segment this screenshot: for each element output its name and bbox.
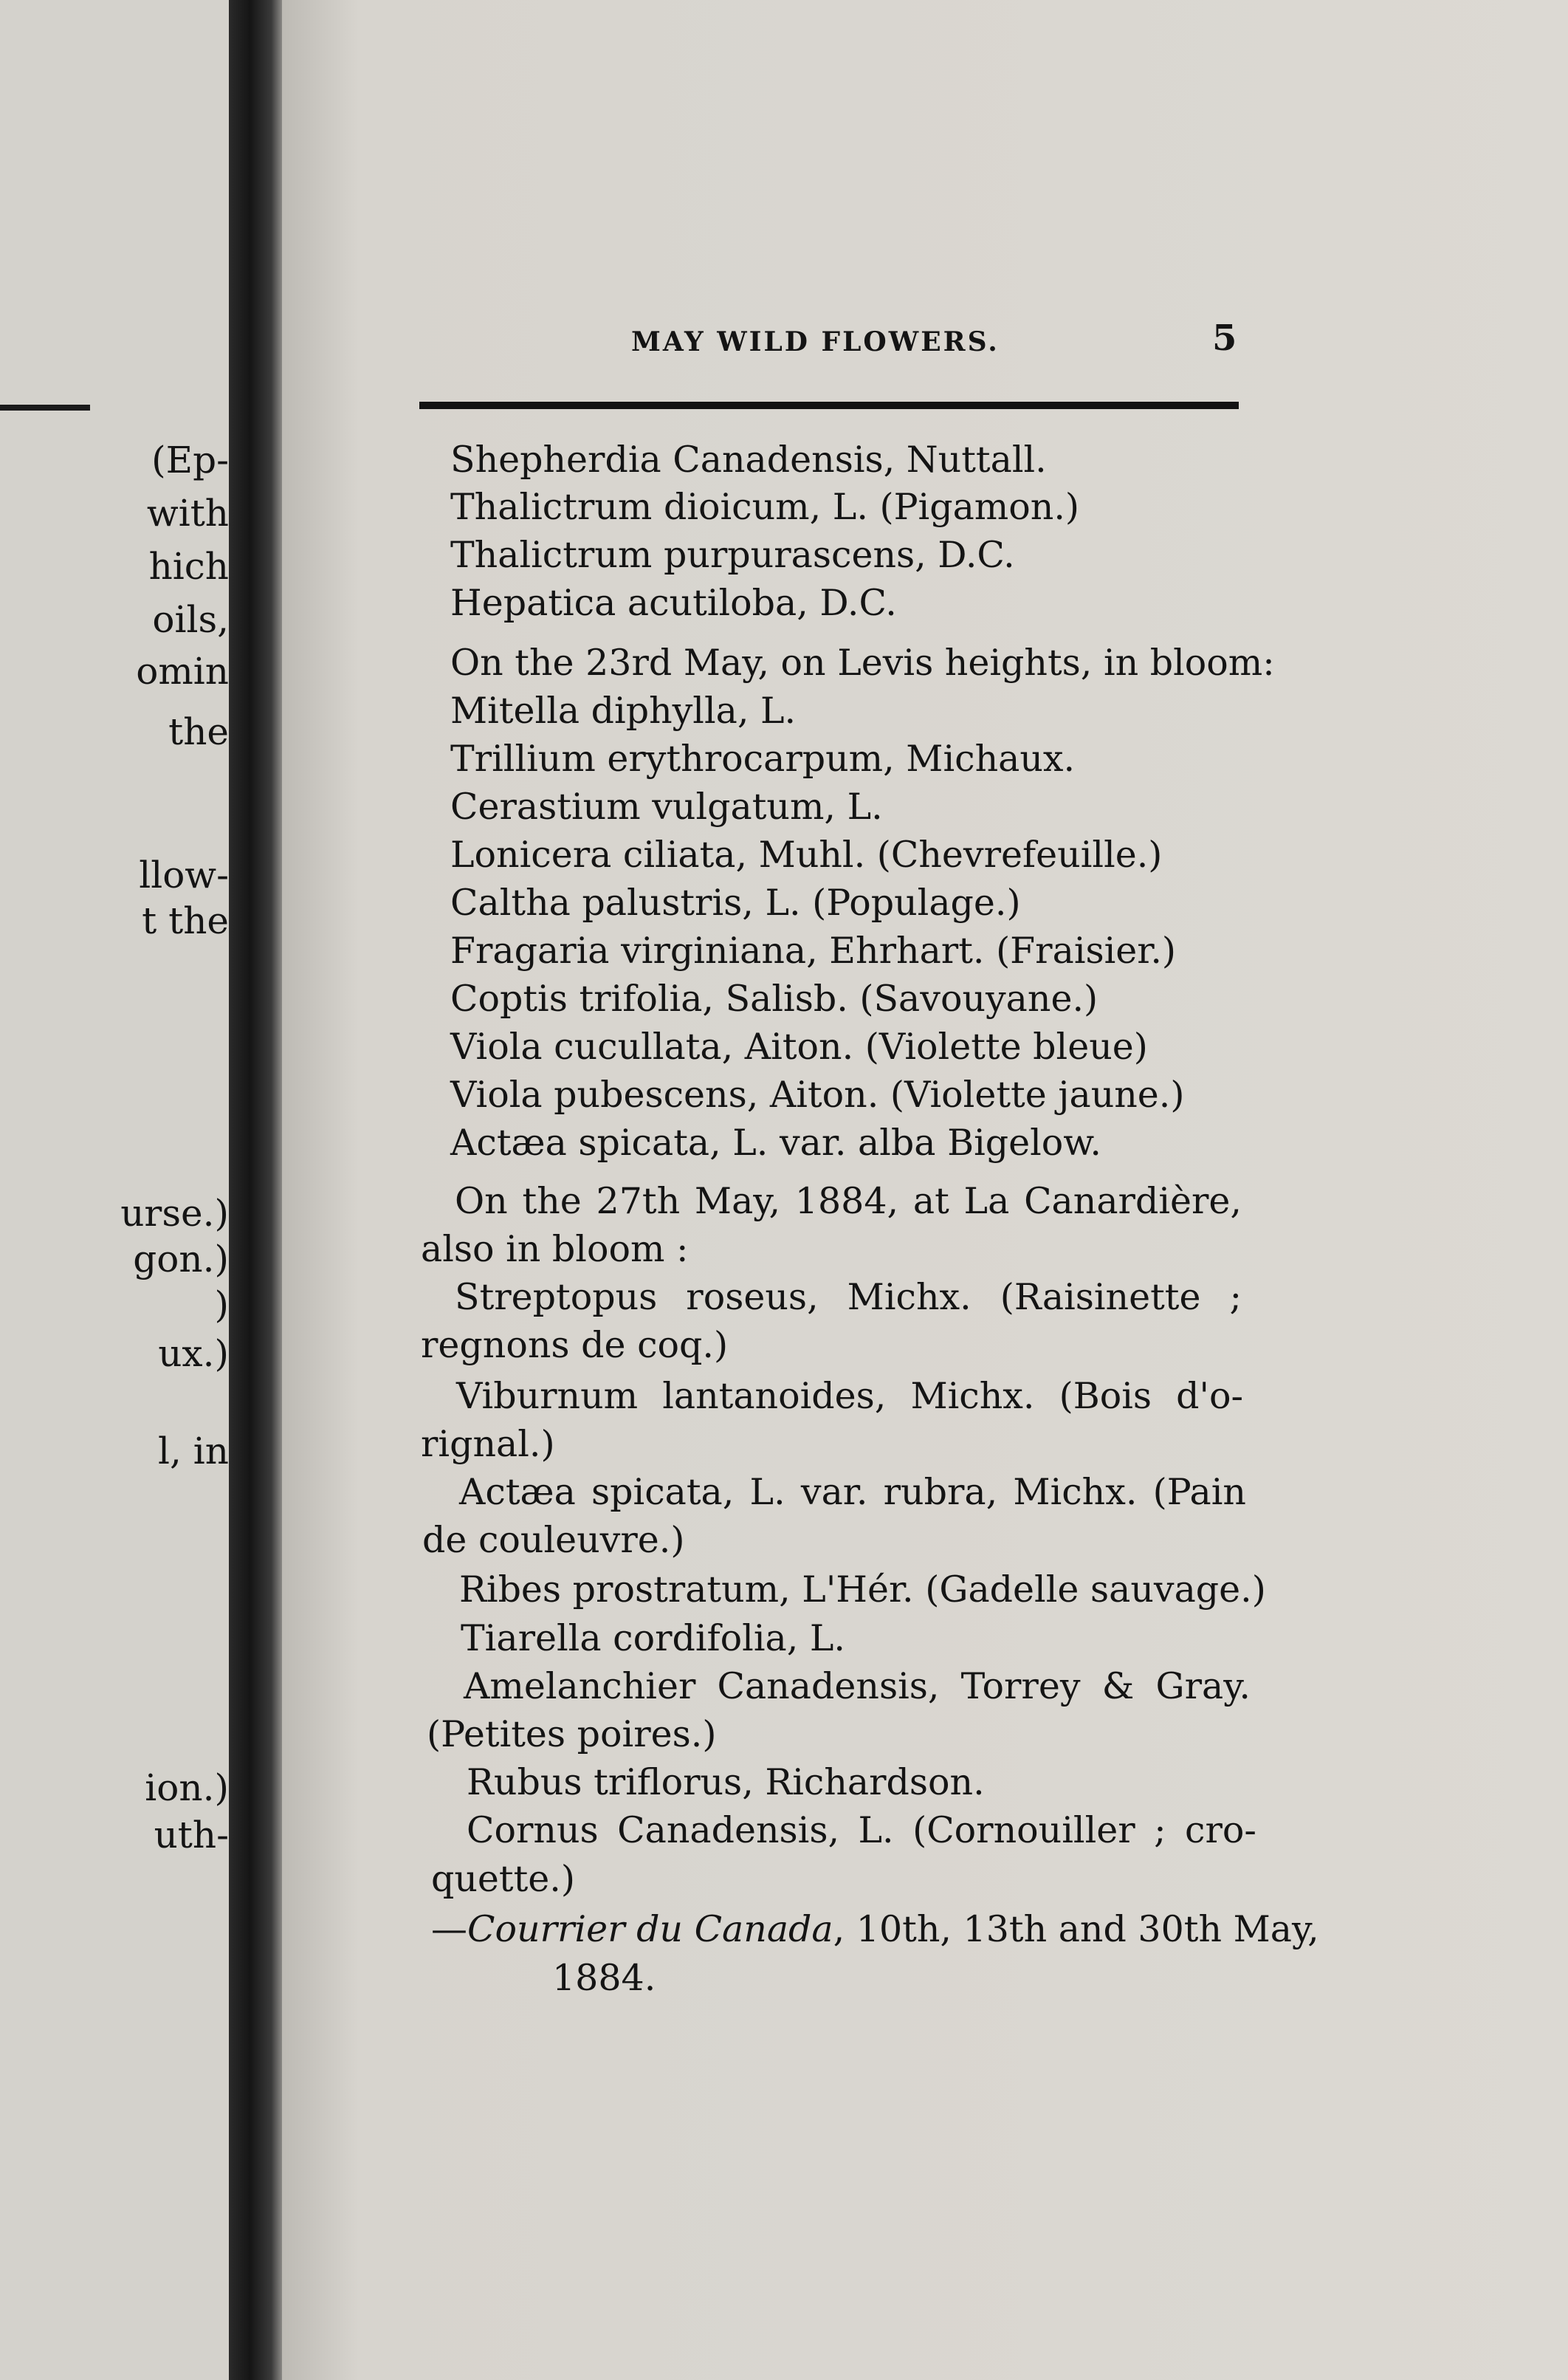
text-line: Cerastium vulgatum, L. [450, 786, 883, 828]
citation-source: Courrier du Canada [467, 1908, 833, 1950]
citation-dash: — [431, 1908, 467, 1950]
left-text-fragment: gon.) [133, 1238, 229, 1280]
left-text-fragment: oils, [152, 598, 229, 641]
text-line: Mitella diphylla, L. [450, 690, 797, 732]
citation-line [431, 1908, 1319, 1950]
text-line: Actæa spicata, L. var. rubra, Michx. (Pain [459, 1471, 1246, 1513]
text-line: Rubus triflorus, Richardson. [467, 1761, 985, 1803]
text-line: Tiarella cordifolia, L. [461, 1617, 845, 1659]
left-text-fragment: the [168, 710, 229, 753]
text-line: Shepherdia Canadensis, Nuttall. [450, 439, 1047, 481]
text-line: rignal.) [421, 1423, 555, 1465]
text-line: On the 27th May, 1884, at La Canardière, [455, 1180, 1242, 1222]
left-text-fragment: urse.) [120, 1192, 229, 1235]
text-line: Hepatica acutiloba, D.C. [450, 582, 897, 624]
text-line: also in bloom : [421, 1228, 689, 1270]
left-text-fragment: ion.) [145, 1766, 229, 1809]
text-line: Viburnum lantanoides, Michx. (Bois d'o- [456, 1375, 1243, 1417]
text-line: quette.) [431, 1858, 575, 1900]
text-line: Coptis trifolia, Salisb. (Savouyane.) [450, 978, 1098, 1020]
left-text-fragment: omin [136, 650, 229, 693]
left-text-fragment: llow- [139, 854, 229, 896]
left-text-fragment: (Ep- [151, 439, 229, 481]
text-line: Trillium erythrocarpum, Michaux. [450, 738, 1076, 780]
left-text-fragment: t the [142, 899, 229, 942]
text-line: (Petites poires.) [427, 1713, 717, 1755]
text-line: Thalictrum purpurascens, D.C. [450, 534, 1015, 576]
text-line: regnons de coq.) [421, 1324, 729, 1366]
left-page-rule [0, 405, 90, 411]
text-line: Viola cucullata, Aiton. (Violette bleue) [450, 1026, 1148, 1068]
left-text-fragment: ) [214, 1283, 229, 1326]
left-text-fragment: uth- [154, 1814, 229, 1856]
left-text-fragment: with [146, 492, 229, 535]
text-line: Thalictrum dioicum, L. (Pigamon.) [450, 486, 1080, 528]
citation-dates: , 10th, 13th and 30th May, [833, 1908, 1319, 1950]
page-number: 5 [1212, 318, 1237, 359]
text-line: On the 23rd May, on Levis heights, in bloom: [450, 642, 1275, 684]
header-rule [419, 402, 1239, 409]
book-gutter [229, 0, 282, 2380]
text-line: Caltha palustris, L. (Populage.) [450, 882, 1021, 924]
left-page-fragment [0, 0, 229, 2380]
running-header: MAY WILD FLOWERS. [631, 326, 1000, 357]
citation-year: 1884. [552, 1957, 656, 1999]
text-line: Fragaria virginiana, Ehrhart. (Fraisier.) [450, 930, 1177, 972]
text-line: Ribes prostratum, L'Hér. (Gadelle sauvage.) [459, 1568, 1266, 1611]
left-text-fragment: hich [148, 545, 229, 588]
text-line: Amelanchier Canadensis, Torrey & Gray. [464, 1665, 1251, 1707]
left-text-fragment: ux.) [158, 1332, 229, 1375]
text-line: Actæa spicata, L. var. alba Bigelow. [450, 1122, 1101, 1164]
text-line: Streptopus roseus, Michx. (Raisinette ; [455, 1276, 1242, 1318]
text-line: Viola pubescens, Aiton. (Violette jaune.) [450, 1074, 1185, 1116]
text-line: Lonicera ciliata, Muhl. (Chevrefeuille.) [450, 834, 1163, 876]
text-line: de couleuvre.) [422, 1519, 685, 1561]
text-line: Cornus Canadensis, L. (Cornouiller ; cro- [467, 1809, 1256, 1851]
left-text-fragment: l, in [158, 1430, 229, 1472]
